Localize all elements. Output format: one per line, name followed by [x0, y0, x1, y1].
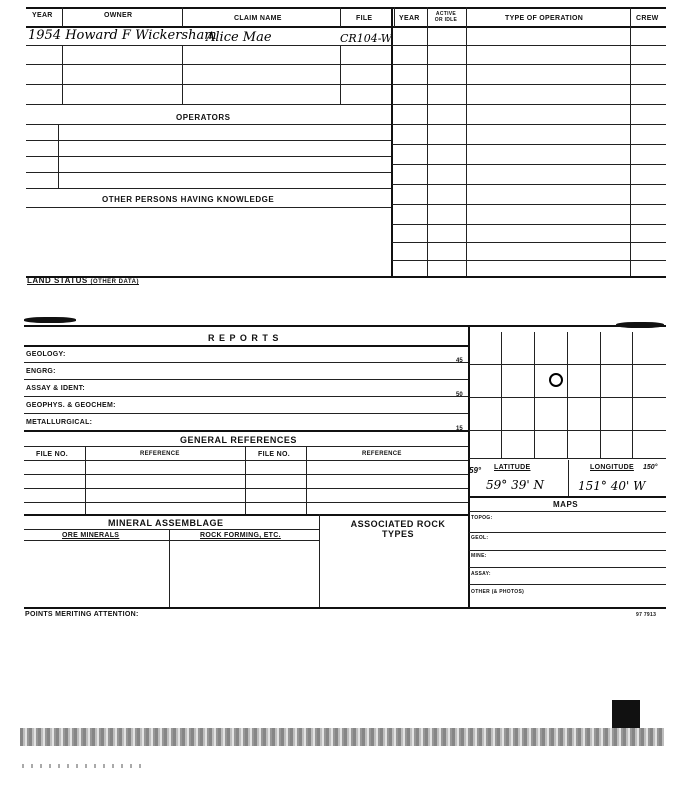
general-references-heading: GENERAL REFERENCES	[180, 435, 297, 445]
associated-rock-types-heading: ASSOCIATED ROCK TYPES	[350, 519, 446, 539]
report-geology: GEOLOGY:	[26, 351, 66, 358]
scan-artifact-band	[20, 728, 664, 746]
map-other: OTHER (& PHOTOS)	[471, 589, 525, 595]
header-file: FILE	[356, 15, 373, 22]
report-assay: ASSAY & IDENT:	[26, 385, 86, 392]
latitude-value: 59° 39' N	[486, 478, 544, 492]
ore-minerals-col: ORE MINERALS	[62, 532, 120, 539]
location-marker-icon	[549, 373, 563, 387]
report-geophys: GEOPHYS. & GEOCHEM:	[26, 402, 116, 409]
map-mine: MINE:	[471, 553, 487, 559]
map-geol: GEOL:	[471, 535, 489, 541]
latitude-label: LATITUDE	[494, 464, 531, 471]
ref-col-file-no: FILE NO.	[36, 451, 68, 458]
longitude-suffix: 150°	[643, 464, 658, 471]
land-status-heading	[27, 276, 139, 285]
form-number: 97 7913	[636, 612, 657, 618]
margin-number: 15	[456, 426, 463, 432]
header-crew: CREW	[636, 15, 659, 22]
owner-handwriting: 1954 Howard F Wickersham	[28, 28, 217, 43]
rock-forming-col: ROCK FORMING, ETC.	[200, 532, 281, 539]
header-year: YEAR	[32, 12, 53, 19]
file-handwriting: CR104-W	[340, 32, 393, 45]
claim-name-handwriting: Alice Mae	[206, 30, 272, 45]
longitude-value: 151° 40' W	[578, 479, 646, 493]
ref-col-reference: REFERENCE	[140, 451, 180, 457]
latitude-prefix: 59°	[469, 466, 482, 475]
report-metallurgical: METALLURGICAL:	[26, 419, 93, 426]
land-status-sublabel: (OTHER DATA)	[90, 279, 139, 285]
map-assay: ASSAY:	[471, 571, 491, 577]
points-meriting-attention: POINTS MERITING ATTENTION:	[25, 611, 139, 618]
ref-col-file-no-2: FILE NO.	[258, 451, 290, 458]
reports-heading: R E P O R T S	[208, 333, 280, 343]
longitude-label: LONGITUDE	[590, 464, 634, 471]
margin-number: 50	[456, 392, 463, 398]
header-type-of-operation: TYPE OF OPERATION	[505, 15, 584, 22]
map-topog: TOPOG:	[471, 515, 493, 521]
report-engrg: ENGRG:	[26, 368, 56, 375]
header-claim-name: CLAIM NAME	[234, 15, 282, 22]
other-persons-heading: OTHER PERSONS HAVING KNOWLEDGE	[102, 195, 275, 204]
operators-heading: OPERATORS	[176, 113, 231, 122]
header-year-2: YEAR	[399, 15, 420, 22]
land-status-label: LAND STATUS	[27, 276, 88, 285]
ref-col-reference-2: REFERENCE	[362, 451, 402, 457]
margin-number: 45	[456, 358, 463, 364]
mineral-assemblage-heading: MINERAL ASSEMBLAGE	[108, 518, 224, 528]
maps-heading: MAPS	[553, 500, 579, 509]
header-active-or-idle: ACTIVE OR IDLE	[434, 11, 458, 23]
scan-artifact-block	[612, 700, 640, 728]
scan-artifact-dots	[22, 764, 142, 768]
header-owner: OWNER	[104, 12, 133, 19]
